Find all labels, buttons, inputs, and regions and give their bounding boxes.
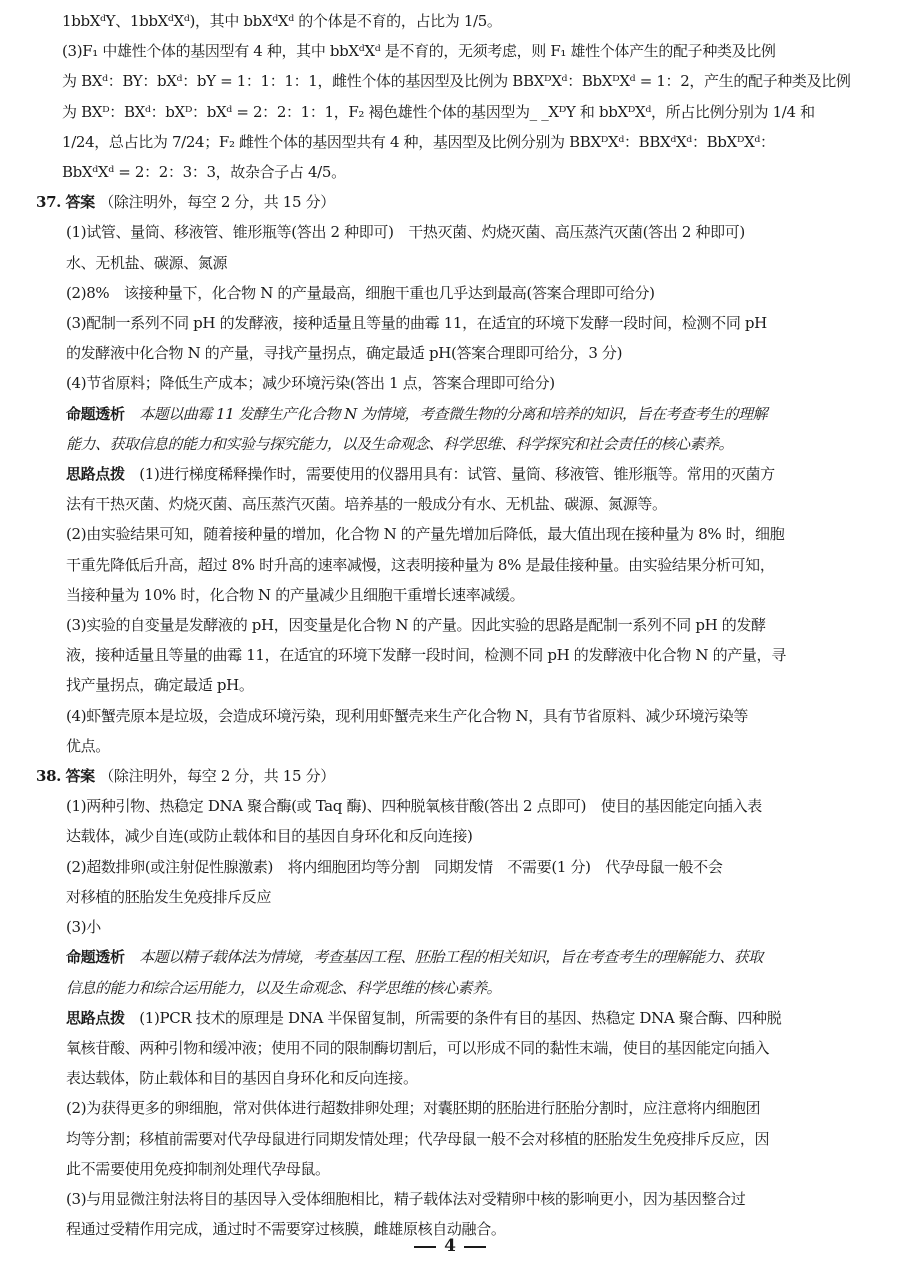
analysis-label: 命题透析 bbox=[66, 404, 125, 423]
answer-line: (1)两种引物、热稳定 DNA 聚合酶(或 Taq 酶)、四种脱氧核苷酸(答出 2 点即可) 使目的基因能定向插入表 bbox=[66, 797, 762, 816]
question-number: 38. bbox=[36, 767, 62, 786]
answer-line: (1)试管、量筒、移液管、锥形瓶等(答出 2 种即可) 干热灭菌、灼烧灭菌、高压蒸汽灭菌(答出 2 种即可) bbox=[66, 223, 745, 242]
text-line: 1/24，总占比为 7/24；F₂ 雌性个体的基因型共有 4 种，基因型及比例分别为 BBXᴰXᵈ：BBXᵈXᵈ：BbXᴰXᵈ： bbox=[62, 132, 775, 151]
hint-text: (1)PCR 技术的原理是 DNA 半保留复制，所需要的条件有目的基因、热稳定 DNA 聚合酶、四种脱 bbox=[139, 1008, 782, 1027]
hint-line: 干重先降低后升高，超过 8% 时升高的速率减慢，这表明接种量为 8% 是最佳接种量。由实验结果分析可知， bbox=[66, 555, 775, 574]
footer-dash bbox=[464, 1246, 486, 1248]
analysis-line: 信息的能力和综合运用能力，以及生命观念、科学思维的核心素养。 bbox=[66, 978, 502, 997]
hint-line: (3)与用显微注射法将目的基因导入受体细胞相比，精子载体法对受精卵中核的影响更小，因为基因整合过 bbox=[66, 1189, 746, 1208]
question-38-header bbox=[36, 761, 858, 791]
hint-line: (2)由实验结果可知，随着接种量的增加，化合物 N 的产量先增加后降低，最大值出现在接种量为 8% 时，细胞 bbox=[66, 525, 785, 544]
hint-line: (3)实验的自变量是发酵液的 pH，因变量是化合物 N 的产量。因此实验的思路是配制一系列不同 pH 的发酵 bbox=[66, 616, 766, 635]
hint-text: (1)进行梯度稀释操作时，需要使用的仪器用具有：试管、量筒、移液管、锥形瓶等。常用的灭菌方 bbox=[139, 465, 775, 484]
hint-line: 液，接种适量且等量的曲霉 11，在适宜的环境下发酵一段时间，检测不同 pH 的发酵液中化合物 N 的产量，寻 bbox=[66, 646, 786, 665]
text-line: 为 BXᴰ：BXᵈ：bXᴰ：bXᵈ = 2：2：1：1，F₂ 褐色雄性个体的基因型为_ _XᴰY 和 bbXᴰXᵈ，所占比例分别为 1/4 和 bbox=[62, 102, 815, 121]
hint-line: 优点。 bbox=[66, 736, 110, 755]
hint-line bbox=[62, 1003, 858, 1033]
score-note: （除注明外，每空 2 分，共 15 分） bbox=[99, 767, 335, 786]
hint-label: 思路点拨 bbox=[66, 465, 125, 484]
question-number: 37. bbox=[36, 193, 62, 212]
analysis-line: 能力、获取信息的能力和实验与探究能力，以及生命观念、科学思维、科学探究和社会责任的核心素养。 bbox=[66, 434, 734, 453]
answer-line: 的发酵液中化合物 N 的产量，寻找产量拐点，确定最适 pH(答案合理即可给分，3 分) bbox=[66, 344, 623, 363]
hint-line: 找产量拐点，确定最适 pH。 bbox=[66, 676, 254, 695]
hint-line: 此不需要使用免疫抑制剂处理代孕母鼠。 bbox=[66, 1159, 330, 1178]
analysis-line bbox=[62, 942, 858, 972]
hint-line: 程通过受精作用完成，通过时不需要穿过核膜，雌雄原核自动融合。 bbox=[66, 1220, 506, 1239]
answer-line: 水、无机盐、碳源、氮源 bbox=[66, 253, 228, 272]
analysis-text: 本题以曲霉 11 发酵生产化合物 N 为情境，考查微生物的分离和培养的知识，旨在考查考生的理解 bbox=[139, 404, 768, 423]
answer-line: (4)节省原料；降低生产成本；减少环境污染(答出 1 点，答案合理即可给分) bbox=[66, 374, 555, 393]
footer-dash bbox=[414, 1246, 436, 1248]
question-37-header bbox=[36, 187, 858, 217]
text-line: (3)F₁ 中雄性个体的基因型有 4 种，其中 bbXᵈXᵈ 是不育的，无须考虑，则 F₁ 雄性个体产生的配子种类及比例 bbox=[62, 42, 776, 61]
hint-line: 表达载体，防止载体和目的基因自身环化和反向连接。 bbox=[66, 1069, 418, 1088]
hint-line: (4)虾蟹壳原本是垃圾，会造成环境污染，现利用虾蟹壳来生产化合物 N，具有节省原料、减少环境污染等 bbox=[66, 706, 748, 725]
score-note: （除注明外，每空 2 分，共 15 分） bbox=[99, 193, 335, 212]
answer-label: 答案 bbox=[65, 767, 95, 786]
hint-line: 当接种量为 10% 时，化合物 N 的产量减少且细胞干重增长速率减缓。 bbox=[66, 585, 525, 604]
answer-line: 达载体，减少自连(或防止载体和目的基因自身环化和反向连接) bbox=[66, 827, 473, 846]
answer-line: (3)配制一系列不同 pH 的发酵液，接种适量且等量的曲霉 11，在适宜的环境下发酵一段时间，检测不同 pH bbox=[66, 314, 767, 333]
text-line: 1bbXᵈY、1bbXᵈXᵈ)，其中 bbXᵈXᵈ 的个体是不育的，占比为 1/5。 bbox=[62, 12, 502, 30]
text-line: BbXᵈXᵈ = 2：2：3：3，故杂合子占 4/5。 bbox=[62, 163, 346, 182]
hint-line bbox=[62, 459, 858, 489]
answer-line: (3)小 bbox=[66, 918, 101, 937]
analysis-line bbox=[62, 399, 858, 429]
hint-line: 法有干热灭菌、灼烧灭菌、高压蒸汽灭菌。培养基的一般成分有水、无机盐、碳源、氮源等。 bbox=[66, 495, 667, 514]
answer-line: 对移植的胚胎发生免疫排斥反应 bbox=[66, 887, 272, 906]
hint-line: (2)为获得更多的卵细胞，常对供体进行超数排卵处理；对囊胚期的胚胎进行胚胎分割时，应注意将内细胞团 bbox=[66, 1099, 761, 1118]
hint-line: 均等分割；移植前需要对代孕母鼠进行同期发情处理；代孕母鼠一般不会对移植的胚胎发生免疫排斥反应，因 bbox=[66, 1129, 770, 1148]
answer-label: 答案 bbox=[65, 193, 95, 212]
page-number: 4 bbox=[444, 1236, 456, 1256]
answer-line: (2)8% 该接种量下，化合物 N 的产量最高，细胞干重也几乎达到最高(答案合理即可给分) bbox=[66, 283, 655, 302]
analysis-text: 本题以精子载体法为情境，考查基因工程、胚胎工程的相关知识，旨在考查考生的理解能力、获取 bbox=[139, 948, 763, 967]
answer-line: (2)超数排卵(或注射促性腺激素) 将内细胞团均等分割 同期发情 不需要(1 分) 代孕母鼠一般不会 bbox=[66, 857, 723, 876]
hint-line: 氧核苷酸、两种引物和缓冲液；使用不同的限制酶切割后，可以形成不同的黏性末端，使目的基因能定向插入 bbox=[66, 1038, 770, 1057]
text-line: 为 BXᵈ：BY：bXᵈ：bY = 1：1：1：1，雌性个体的基因型及比例为 BBXᴰXᵈ：BbXᴰXᵈ = 1：2，产生的配子种类及比例 bbox=[62, 72, 851, 91]
analysis-label: 命题透析 bbox=[66, 948, 125, 967]
hint-label: 思路点拨 bbox=[66, 1008, 125, 1027]
page-footer bbox=[0, 1236, 900, 1256]
